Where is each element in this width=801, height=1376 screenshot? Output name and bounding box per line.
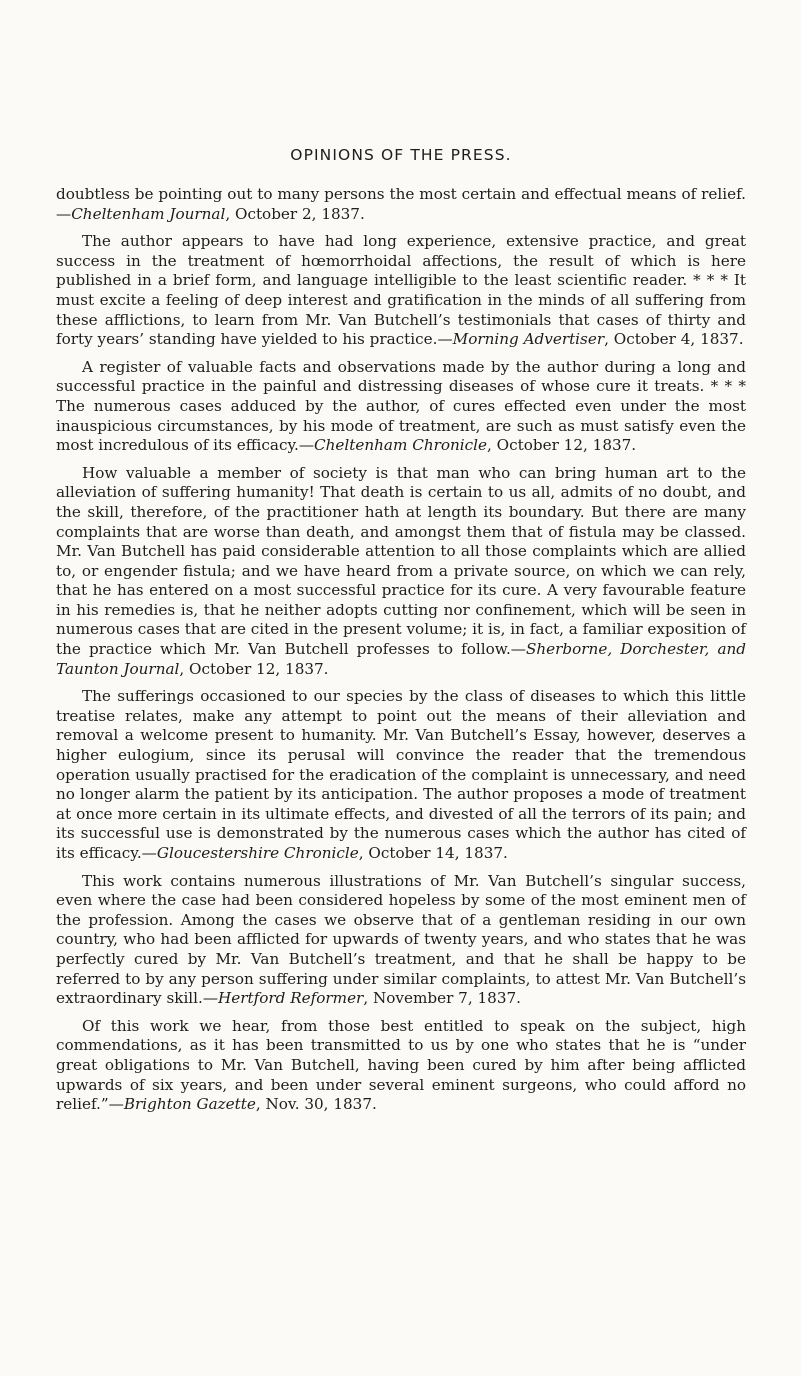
page <box>56 146 746 1123</box>
source-name: Brighton Gazette <box>123 1095 256 1114</box>
review-paragraph <box>56 687 746 863</box>
source-date: , Nov. 30, 1837. <box>255 1095 377 1114</box>
source-name: Sherborne, Dorchester, and Taunton Journal <box>56 640 747 678</box>
review-paragraph <box>56 872 746 1009</box>
source-date: , October 12, 1837. <box>179 659 329 678</box>
review-text: Of this work we hear, from those best entitled to speak on the subject, high commendations, as it has been transmitted to us by one who states that he is “under great obligations to Mr. Van Butchell, having been cured by him after being afflicted upwards of six years, and been under several eminent surgeons, who could afford no relief.”— <box>56 1016 746 1114</box>
source-name: Gloucestershire Chronicle <box>156 844 359 862</box>
review-text: The sufferings occasioned to our species by the class of diseases to which this little treatise relates, make any attempt to point out the means of their alleviation and removal a welcome present to humanity. Mr. Van Butchell’s Essay, however, deserves a higher eulogium, since its perusal will convince the reader that the tremendous operation usually practised for the eradication of the complaint is unnecessary, and need no longer alarm the patient by its anticipation. The author proposes a mode of treatment at once more certain in its ultimate effects, and divested of all the terrors of its pain; and its successful use is demonstrated by the numerous cases which the author has cited of its efficacy.— <box>56 687 746 862</box>
review-paragraph <box>56 464 746 680</box>
source-date: , October 2, 1837. <box>225 204 365 223</box>
source-date: , October 12, 1837. <box>487 436 637 455</box>
source-name: Cheltenham Journal <box>71 204 226 223</box>
source-date: , November 7, 1837. <box>363 989 521 1008</box>
review-text: doubtless be pointing out to many persons the most certain and effectual means of relief.— <box>56 185 746 223</box>
review-paragraph <box>56 232 746 350</box>
review-paragraph <box>56 358 746 456</box>
review-text: A register of valuable facts and observations made by the author during a long and successful practice in the painful and distressing diseases of whose cure it treats. * * * The numerous cases adduced by the author, of cures effected even under the most inauspicious circumstances, by his mode of treatment, are such as must satisfy even the most incredulous of its efficacy.— <box>56 357 746 455</box>
source-date: , October 4, 1837. <box>604 330 744 349</box>
source-date: , October 14, 1837. <box>358 844 508 862</box>
review-paragraph <box>56 1017 746 1115</box>
source-name: Morning Advertiser <box>452 330 605 349</box>
review-text: The author appears to have had long experience, extensive practice, and great success in the treatment of hœmorrhoidal affections, the result of which is here published in a brief form, and language intelligible to the least scientific reader. * * * It must excite a feeling of deep interest and gratification in the minds of all suffering from these afflictions, to learn from Mr. Van Butchell’s testimonials that cases of thirty and forty years’ standing have yielded to his practice.— <box>56 232 746 349</box>
review-text: How valuable a member of society is that man who can bring human art to the alleviation of suffering humanity! That death is certain to us all, admits of no doubt, and the skill, therefore, of the practitioner hath at length its boundary. But there are many complaints that are worse than death, and amongst them that of fistula may be classed. Mr. Van Butchell has paid considerable attention to all those complaints which are allied to, or engender fistula; and we have heard from a private source, on which we can rely, that he has entered on a most successful practice for its cure. A very favourable feature in his remedies is, that he neither adopts cutting nor confinement, which will be seen in numerous cases that are cited in the present volume; it is, in fact, a familiar exposition of the practice which Mr. Van Butchell professes to follow.— <box>56 463 746 659</box>
source-name: Cheltenham Chronicle <box>314 436 488 455</box>
review-paragraph <box>56 185 746 224</box>
running-head: OPINIONS OF THE PRESS. <box>290 146 512 164</box>
review-text: This work contains numerous illustrations of Mr. Van Butchell’s singular success, even where the case had been considered hopeless by some of the most eminent men of the profession. Among the cases we observe that of a gentleman residing in our own country, who had been afflicted for upwards of twenty years, and who states that he was perfectly cured by Mr. Van Butchell’s treatment, and that he shall be happy to be referred to by any person suffering under similar complaints, to attest Mr. Van Butchell’s extraordinary skill.— <box>56 871 746 1008</box>
source-name: Hertford Reformer <box>218 989 364 1008</box>
